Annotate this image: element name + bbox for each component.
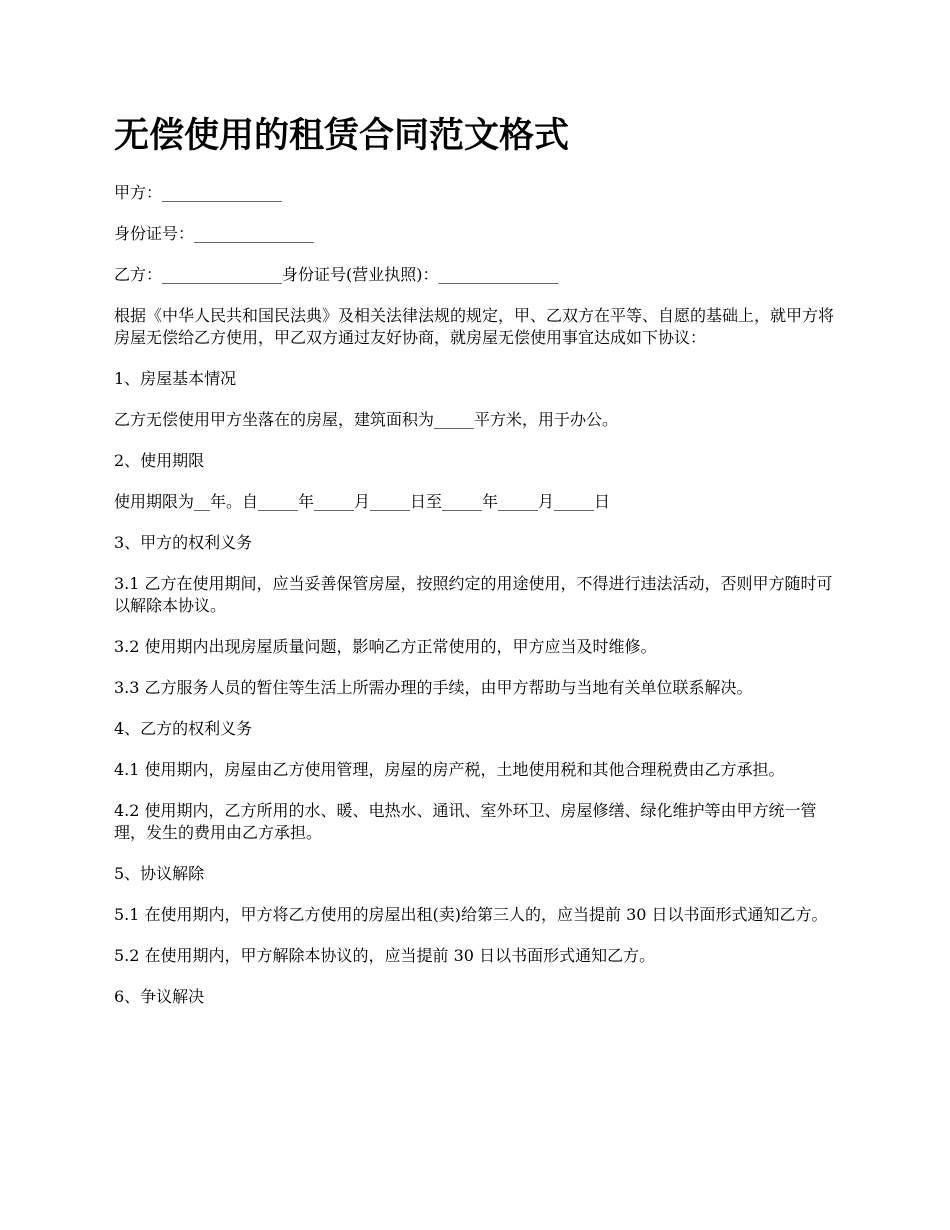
clause-3-2: 3.2 使用期内出现房屋质量问题，影响乙方正常使用的，甲方应当及时维修。 bbox=[114, 637, 657, 656]
party-a-line: 甲方：_______________ bbox=[114, 183, 283, 202]
section-heading-2: 2、使用期限 bbox=[114, 451, 205, 470]
document-page bbox=[114, 112, 844, 1027]
clause-4-1: 4.1 使用期内，房屋由乙方使用管理，房屋的房产税，土地使用税和其他合理税费由乙方承担。 bbox=[114, 760, 785, 779]
clause-5-2: 5.2 在使用期内，甲方解除本协议的，应当提前 30 日以书面形式通知乙方。 bbox=[114, 946, 656, 965]
party-a-id-line: 身份证号：_______________ bbox=[114, 224, 315, 243]
section-1-body: 乙方无偿使用甲方坐落在的房屋，建筑面积为_____平方米，用于办公。 bbox=[114, 410, 619, 429]
section-heading-1: 1、房屋基本情况 bbox=[114, 369, 237, 388]
clause-3-3: 3.3 乙方服务人员的暂住等生活上所需办理的手续，由甲方帮助与当地有关单位联系解决。 bbox=[114, 678, 753, 697]
section-heading-5: 5、协议解除 bbox=[114, 864, 205, 883]
clause-3-1: 3.1 乙方在使用期间，应当妥善保管房屋，按照约定的用途使用，不得进行违法活动，否则甲方随时可以解除本协议。 bbox=[114, 574, 833, 615]
section-heading-3: 3、甲方的权利义务 bbox=[114, 533, 253, 552]
section-heading-6: 6、争议解决 bbox=[114, 987, 205, 1006]
section-heading-4: 4、乙方的权利义务 bbox=[114, 719, 253, 738]
section-2-body: 使用期限为__年。自_____年_____月_____日至_____年_____月_____日 bbox=[114, 492, 611, 511]
document-title: 无偿使用的租赁合同范文格式 bbox=[114, 115, 570, 156]
preamble-paragraph: 根据《中华人民共和国民法典》及相关法律法规的规定，甲、乙双方在平等、自愿的基础上，就甲方将房屋无偿给乙方使用，甲乙双方通过友好协商，就房屋无偿使用事宜达成如下协议： bbox=[114, 306, 835, 347]
clause-4-2: 4.2 使用期内，乙方所用的水、暖、电热水、通讯、室外环卫、房屋修缮、绿化维护等由甲方统一管理，发生的费用由乙方承担。 bbox=[114, 801, 817, 842]
clause-5-1: 5.1 在使用期内，甲方将乙方使用的房屋出租(卖)给第三人的，应当提前 30 日以书面形式通知乙方。 bbox=[114, 905, 828, 924]
party-b-line: 乙方：_______________身份证号(营业执照)：_______________ bbox=[114, 265, 559, 284]
